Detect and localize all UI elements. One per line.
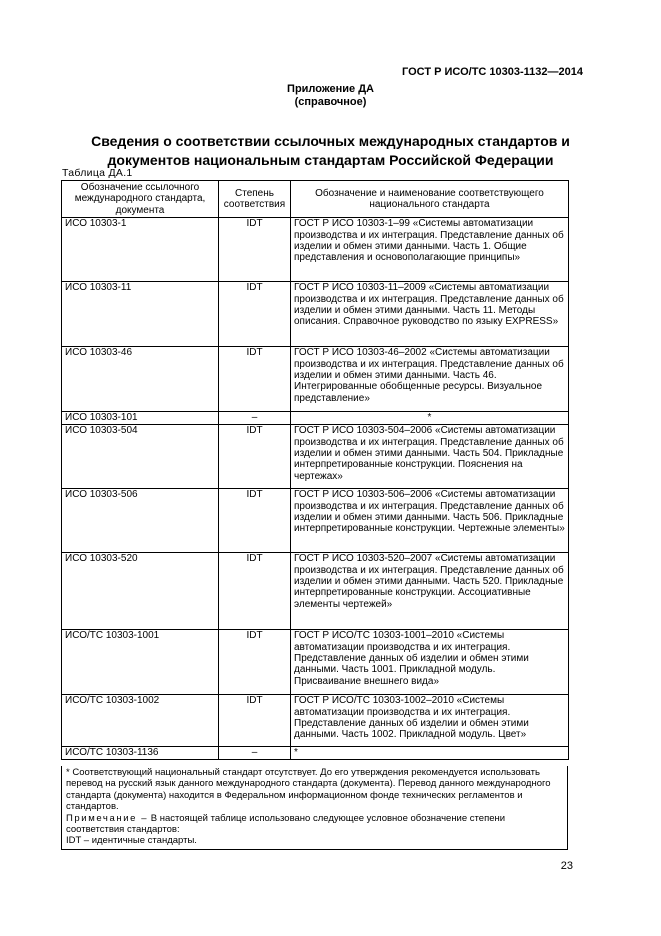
table-footnote	[61, 766, 568, 850]
reference-cell: ИСО/ТС 10303-1002	[62, 695, 219, 747]
degree-cell: IDT	[219, 425, 291, 489]
degree-cell: IDT	[219, 695, 291, 747]
section-title-line-2: документов национальным стандартам Российской Федерации	[107, 152, 554, 168]
reference-cell: ИСО/ТС 10303-1001	[62, 630, 219, 695]
degree-cell: IDT	[219, 218, 291, 282]
national-standard-cell: ГОСТ Р ИСО 10303-46–2002 «Системы автоматизации производства и их интеграция. Представление данных об изделии и обмен этими данными. Часть 46. Интегрированные обобщенные ресурсы. Визуальное представление»	[291, 347, 569, 412]
national-standard-cell: *	[291, 747, 569, 760]
national-standard-cell: ГОСТ Р ИСО/ТС 10303-1002–2010 «Системы автоматизации производства и их интеграция. Представление данных об изделии и обмен этими данными. Часть 1002. Прикладной модуль. Цвет»	[291, 695, 569, 747]
national-standard-cell: ГОСТ Р ИСО 10303-11–2009 «Системы автоматизации производства и их интеграция. Представление данных об изделии и обмен этими данными. Часть 11. Методы описания. Справочное руководство по языку EXPRESS»	[291, 282, 569, 347]
table-row	[62, 553, 569, 630]
table-row	[62, 425, 569, 489]
table-row	[62, 489, 569, 553]
footnote-idt-legend: IDT – идентичные стандарты.	[66, 835, 197, 847]
table-row	[62, 695, 569, 747]
degree-cell: –	[219, 412, 291, 425]
degree-cell: –	[219, 747, 291, 760]
table-row	[62, 747, 569, 760]
document-code: ГОСТ Р ИСО/ТС 10303-1132—2014	[402, 66, 583, 78]
page-number: 23	[560, 860, 573, 872]
table-row	[62, 630, 569, 695]
degree-cell: IDT	[219, 489, 291, 553]
national-standard-cell: ГОСТ Р ИСО 10303-1–99 «Системы автоматизации производства и их интеграция. Представление данных об изделии и обмен этими данными. Часть 1. Общие представления и основополагающие принципы»	[291, 218, 569, 282]
appendix-heading	[0, 83, 661, 109]
reference-cell: ИСО/ТС 10303-1136	[62, 747, 219, 760]
national-standard-cell: ГОСТ Р ИСО 10303-520–2007 «Системы автоматизации производства и их интеграция. Представление данных об изделии и обмен этими данными. Часть 520. Прикладные интерпретированные конструкции. Ассоциативные элементы чертежей»	[291, 553, 569, 630]
table-row	[62, 282, 569, 347]
footnote-star: * Соответствующий национальный стандарт отсутствует. До его утверждения рекомендуется использовать перевод на русский язык данного международного стандарта (документа). Перевод данного международного стандарта (документа) находится в Федеральном информационном фонде технических регламентов и стандартов.	[66, 767, 551, 813]
reference-cell: ИСО 10303-11	[62, 282, 219, 347]
national-standard-cell: *	[291, 412, 569, 425]
column-header-national: Обозначение и наименование соответствующего национального стандарта	[291, 181, 569, 218]
column-header-degree: Степень соответствия	[219, 181, 291, 218]
column-header-reference: Обозначение ссылочного международного стандарта, документа	[62, 181, 219, 218]
degree-cell: IDT	[219, 282, 291, 347]
reference-cell: ИСО 10303-504	[62, 425, 219, 489]
appendix-type: (справочное)	[294, 96, 367, 108]
reference-cell: ИСО 10303-101	[62, 412, 219, 425]
footnote-note	[66, 813, 563, 836]
degree-cell: IDT	[219, 630, 291, 695]
national-standard-cell: ГОСТ Р ИСО 10303-504–2006 «Системы автоматизации производства и их интеграция. Представление данных об изделии и обмен этими данными. Часть 504. Прикладные интерпретированные конструкции. Пояснения на чертежах»	[291, 425, 569, 489]
table-row	[62, 347, 569, 412]
table-caption: Таблица ДА.1	[62, 167, 133, 179]
national-standard-cell: ГОСТ Р ИСО 10303-506–2006 «Системы автоматизации производства и их интеграция. Представление данных об изделии и обмен этими данными. Часть 506. Прикладные интерпретированные конструкции. Чертежные элементы»	[291, 489, 569, 553]
section-title-line-1: Сведения о соответствии ссылочных международных стандартов и	[91, 133, 570, 149]
degree-cell: IDT	[219, 347, 291, 412]
note-label: Примечание –	[66, 812, 149, 824]
reference-cell: ИСО 10303-1	[62, 218, 219, 282]
table-row	[62, 218, 569, 282]
reference-cell: ИСО 10303-46	[62, 347, 219, 412]
correspondence-table	[61, 180, 569, 760]
appendix-title: Приложение ДА	[287, 83, 374, 95]
table-row	[62, 412, 569, 425]
reference-cell: ИСО 10303-506	[62, 489, 219, 553]
reference-cell: ИСО 10303-520	[62, 553, 219, 630]
degree-cell: IDT	[219, 553, 291, 630]
section-title	[0, 132, 661, 170]
table-header-row	[62, 181, 569, 218]
note-text: В настоящей таблице использовано следующее условное обозначение степени соответствия стандартов:	[66, 812, 506, 836]
national-standard-cell: ГОСТ Р ИСО/ТС 10303-1001–2010 «Системы автоматизации производства и их интеграция. Представление данных об изделии и обмен этими данными. Часть 1001. Прикладной модуль. Присваивание внешнего вида»	[291, 630, 569, 695]
